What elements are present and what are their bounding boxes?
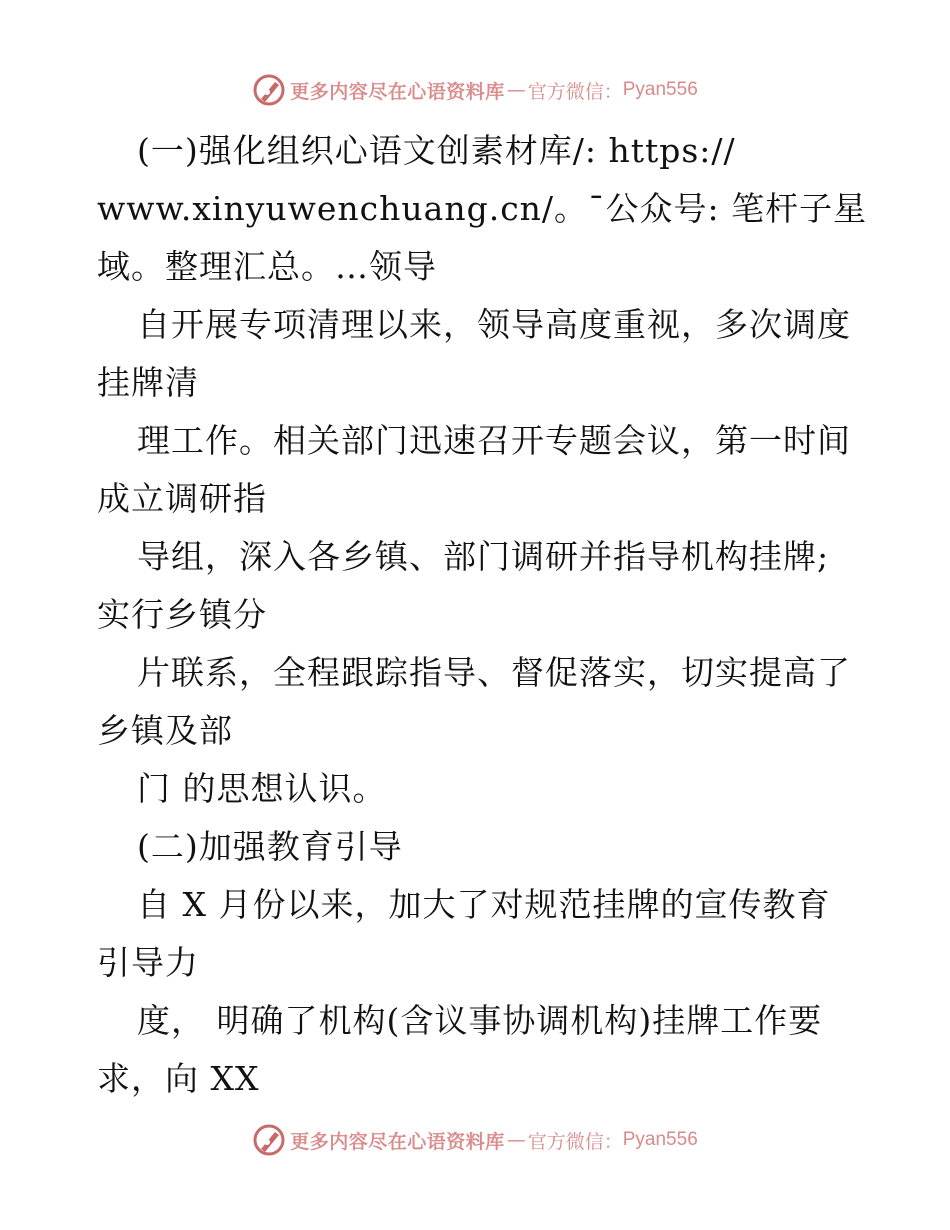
text-line: 自 X 月份以来，加大了对规范挂牌的宣传教育 (137, 885, 831, 924)
pen-logo-icon (252, 73, 286, 107)
footer-banner (0, 1120, 950, 1160)
text-line: 乡镇及部 (97, 711, 233, 750)
text-line: 挂牌清 (97, 363, 199, 402)
banner-wechat-label: 官方微信： (527, 80, 623, 103)
text-line: 导组，深入各乡镇、部门调研并指导机构挂牌; (137, 537, 830, 576)
text-line: (一)强化组织心语文创素材库/: https:// (137, 131, 736, 170)
text-line: 片联系，全程跟踪指导、督促落实，切实提高了 (137, 653, 851, 692)
text-line: 求，向 XX (97, 1059, 260, 1098)
text-line: 成立调研指 (97, 479, 267, 518)
text-line: 门 的思想认识。 (137, 769, 387, 808)
text-line: 实行乡镇分 (97, 595, 267, 634)
text-line: 自开展专项清理以来，领导高度重视，多次调度 (137, 305, 851, 344)
banner-wechat-label: 官方微信： (527, 1130, 623, 1153)
pen-logo-icon (252, 1123, 286, 1157)
banner-dash: — (506, 1129, 526, 1151)
text-line: (二)加强教育引导 (137, 827, 403, 866)
text-line: www.xinyuwenchuang.cn/。¯公众号: 笔杆子星 (97, 189, 868, 228)
banner-wechat-id: Pyan556 (622, 1129, 698, 1150)
document-body (97, 122, 868, 1108)
text-line: 度， 明确了机构(含议事协调机构)挂牌工作要 (137, 1001, 823, 1040)
text-line: 引导力 (97, 943, 199, 982)
text-line: 域。整理汇总。…领导 (97, 247, 437, 286)
banner-text: 更多内容尽在心语资料库 (290, 1130, 505, 1153)
header-banner (0, 70, 950, 110)
banner-text: 更多内容尽在心语资料库 (290, 80, 505, 103)
banner-dash: — (506, 79, 526, 101)
text-line: 理工作。相关部门迅速召开专题会议，第一时间 (137, 421, 851, 460)
banner-wechat-id: Pyan556 (622, 79, 698, 100)
